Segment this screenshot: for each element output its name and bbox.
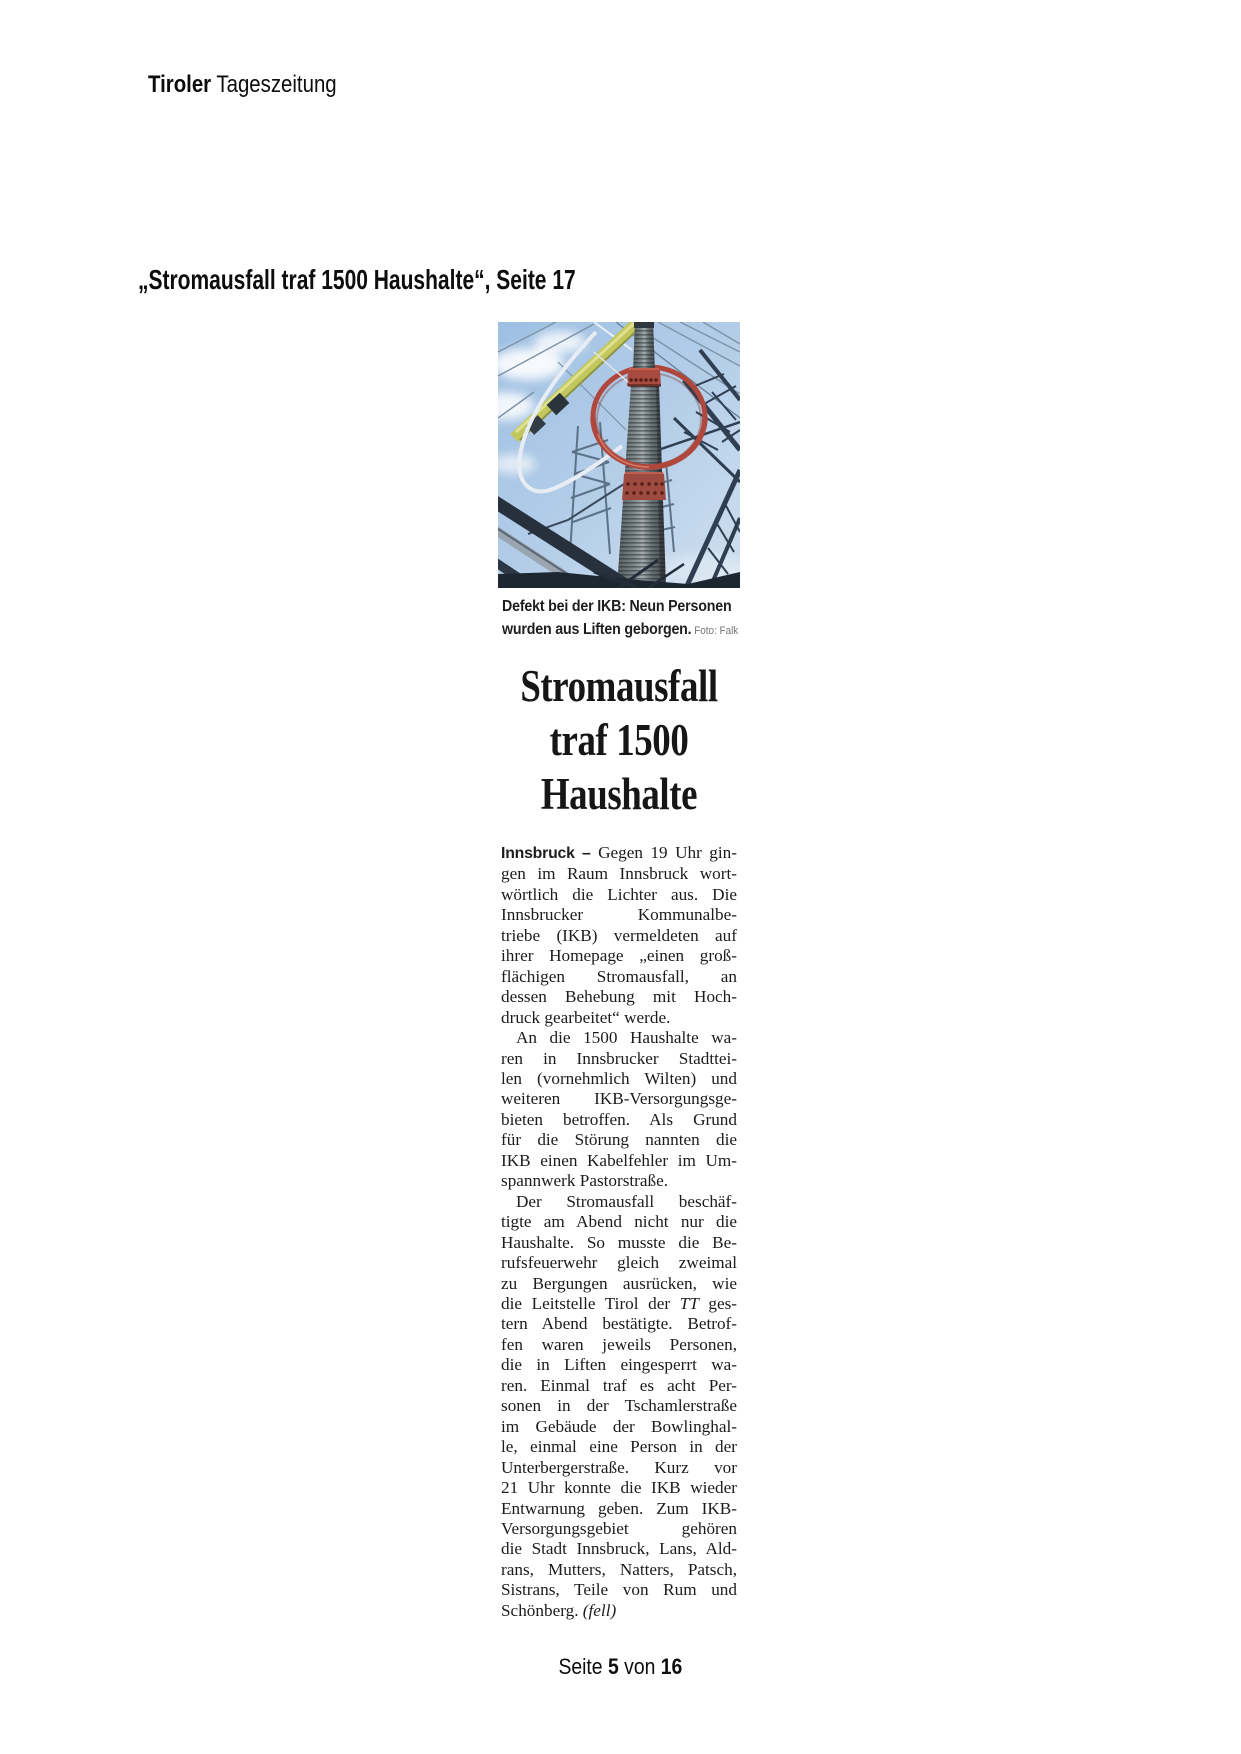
- article-body-line: tern Abend bestätigte. Betrof-: [501, 1314, 737, 1334]
- article-headline: [520, 659, 718, 821]
- article-body-line: Sistrans, Teile von Rum und: [501, 1580, 737, 1600]
- masthead: [148, 71, 337, 99]
- article-body-line: Der Stromausfall beschäf-: [516, 1191, 737, 1211]
- article-headline-line: Stromausfall: [520, 661, 718, 711]
- article-body-line: ren in Innsbrucker Stadttei-: [501, 1048, 737, 1068]
- photo-caption-line: wurden aus Liften geborgen. Foto: Falk: [502, 621, 739, 638]
- substation-insulator-photo-image: [498, 322, 740, 588]
- article-body-line: die Leitstelle Tirol der TT ges-: [501, 1293, 737, 1313]
- article-body-line: IKB einen Kabelfehler im Um-: [501, 1150, 737, 1170]
- article-body-line: Schönberg. (fell): [501, 1600, 617, 1620]
- article-body-line: Innsbrucker Kommunalbe-: [501, 905, 737, 925]
- article-body-line: fen waren jeweils Personen,: [501, 1334, 737, 1354]
- footer-prefix: Seite: [558, 1654, 603, 1679]
- article-body-line: le, einmal eine Person in der: [501, 1437, 737, 1457]
- article-body-line: tigte am Abend nicht nur die: [501, 1212, 737, 1232]
- footer-page-number: 5: [608, 1654, 619, 1679]
- article-body-line: An die 1500 Haushalte wa-: [516, 1028, 737, 1048]
- article-body-line: sonen in der Tschamlerstraße: [501, 1396, 737, 1416]
- article-body-line: bieten betroffen. Als Grund: [501, 1109, 737, 1129]
- article-body-line: weiteren IKB-Versorgungsge-: [501, 1089, 737, 1109]
- article-body-line: zu Bergungen ausrücken, wie: [501, 1273, 737, 1293]
- masthead-brand-bold: Tiroler: [148, 71, 212, 98]
- article-body-line: len (vornehmlich Wilten) und: [501, 1068, 737, 1088]
- article-body-line: 21 Uhr konnte die IKB wieder: [501, 1478, 737, 1498]
- article-body-line: dessen Behebung mit Hoch-: [501, 987, 737, 1007]
- article-body-line: rans, Mutters, Natters, Patsch,: [501, 1559, 737, 1579]
- article-body-line: ihrer Homepage „einen groß-: [501, 946, 737, 966]
- article-headline-line: traf 1500: [549, 715, 689, 765]
- article-body-line: flächigen Stromausfall, an: [501, 966, 737, 986]
- photo-caption: [502, 595, 744, 643]
- article-body-line: für die Störung nannten die: [501, 1130, 737, 1150]
- article-body-line: druck gearbeitet“ werde.: [501, 1007, 671, 1027]
- news-photo: [498, 322, 740, 588]
- article-body-line: Versorgungsgebiet gehören: [501, 1518, 737, 1538]
- article-body-line: Innsbruck – Gegen 19 Uhr gin-: [501, 843, 737, 862]
- article-body-line: triebe (IKB) vermeldeten auf: [501, 925, 737, 945]
- article-body-line: ren. Einmal traf es acht Per-: [501, 1375, 737, 1395]
- article-body-line: Entwarnung geben. Zum IKB-: [501, 1498, 737, 1518]
- article-body-line: die Stadt Innsbruck, Lans, Ald-: [501, 1539, 737, 1559]
- article-body-line: Unterbergerstraße. Kurz vor: [501, 1457, 737, 1477]
- article-headline-line: Haushalte: [540, 769, 698, 819]
- article-body-line: rufsfeuerwehr gleich zweimal: [501, 1253, 737, 1273]
- article-body-line: wörtlich die Lichter aus. Die: [501, 884, 737, 904]
- article-body: [501, 843, 737, 1621]
- photo-caption-line: Defekt bei der IKB: Neun Personen: [502, 598, 732, 615]
- article-body-line: im Gebäude der Bowlinghal-: [501, 1416, 737, 1436]
- toc-headline: „Stromausfall traf 1500 Haushalte“, Seite 17: [138, 264, 576, 295]
- footer-middle: von: [624, 1654, 656, 1679]
- article-body-line: die in Liften eingesperrt wa-: [501, 1355, 737, 1375]
- article-body-line: spannwerk Pastorstraße.: [501, 1171, 669, 1191]
- masthead-brand-rest: Tageszeitung: [211, 71, 337, 98]
- page-footer-text: [559, 1654, 683, 1680]
- page-footer: [0, 1654, 1241, 1680]
- article-body-line: gen im Raum Innsbruck wort-: [501, 864, 737, 884]
- footer-total-pages: 16: [660, 1654, 683, 1679]
- article-body-line: Haushalte. So musste die Be-: [501, 1232, 737, 1252]
